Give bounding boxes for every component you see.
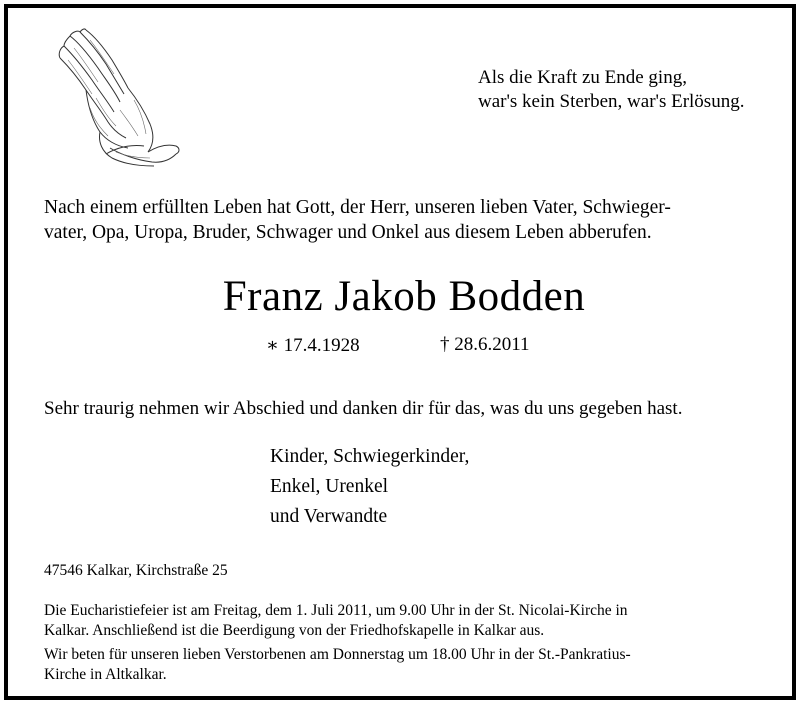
intro-text xyxy=(44,195,772,245)
deceased-name: Franz Jakob Bodden xyxy=(222,273,586,320)
mourners-line: Kinder, Schwiegerkinder, xyxy=(270,446,470,467)
prayer-line: Wir beten für unseren lieben Verstorbenen am Donnerstag um 18.00 Uhr in der St.-Pankratius- xyxy=(44,646,631,663)
motto-line: Als die Kraft zu Ende ging, xyxy=(478,67,687,88)
mass-line: Die Eucharistiefeier ist am Freitag, dem 1. Juli 2011, um 9.00 Uhr in der St. Nicolai-Kirche in xyxy=(44,602,628,619)
mourners-line: und Verwandte xyxy=(270,506,388,527)
prayer-line: Kirche in Altkalkar. xyxy=(44,666,167,683)
death-date: † 28.6.2011 xyxy=(440,334,530,355)
service-info xyxy=(44,601,772,685)
intro-line: vater, Opa, Uropa, Bruder, Schwager und Onkel aus diesem Leben abberufen. xyxy=(44,222,652,243)
address: 47546 Kalkar, Kirchstraße 25 xyxy=(44,562,228,579)
birth-date: ∗ 17.4.1928 xyxy=(266,335,360,356)
motto-line: war's kein Sterben, war's Erlösung. xyxy=(478,91,745,112)
mass-line: Kalkar. Anschließend ist die Beerdigung von der Friedhofskapelle in Kalkar aus. xyxy=(44,622,545,639)
mourners xyxy=(270,442,469,532)
intro-line: Nach einem erfüllten Leben hat Gott, der Herr, unseren lieben Vater, Schwieger- xyxy=(44,197,671,218)
mourners-line: Enkel, Urenkel xyxy=(270,476,389,497)
motto xyxy=(478,66,744,114)
obituary-frame xyxy=(4,4,796,700)
farewell-text: Sehr traurig nehmen wir Abschied und danken dir für das, was du uns gegeben hast. xyxy=(44,398,683,419)
praying-hands-icon xyxy=(50,28,182,168)
